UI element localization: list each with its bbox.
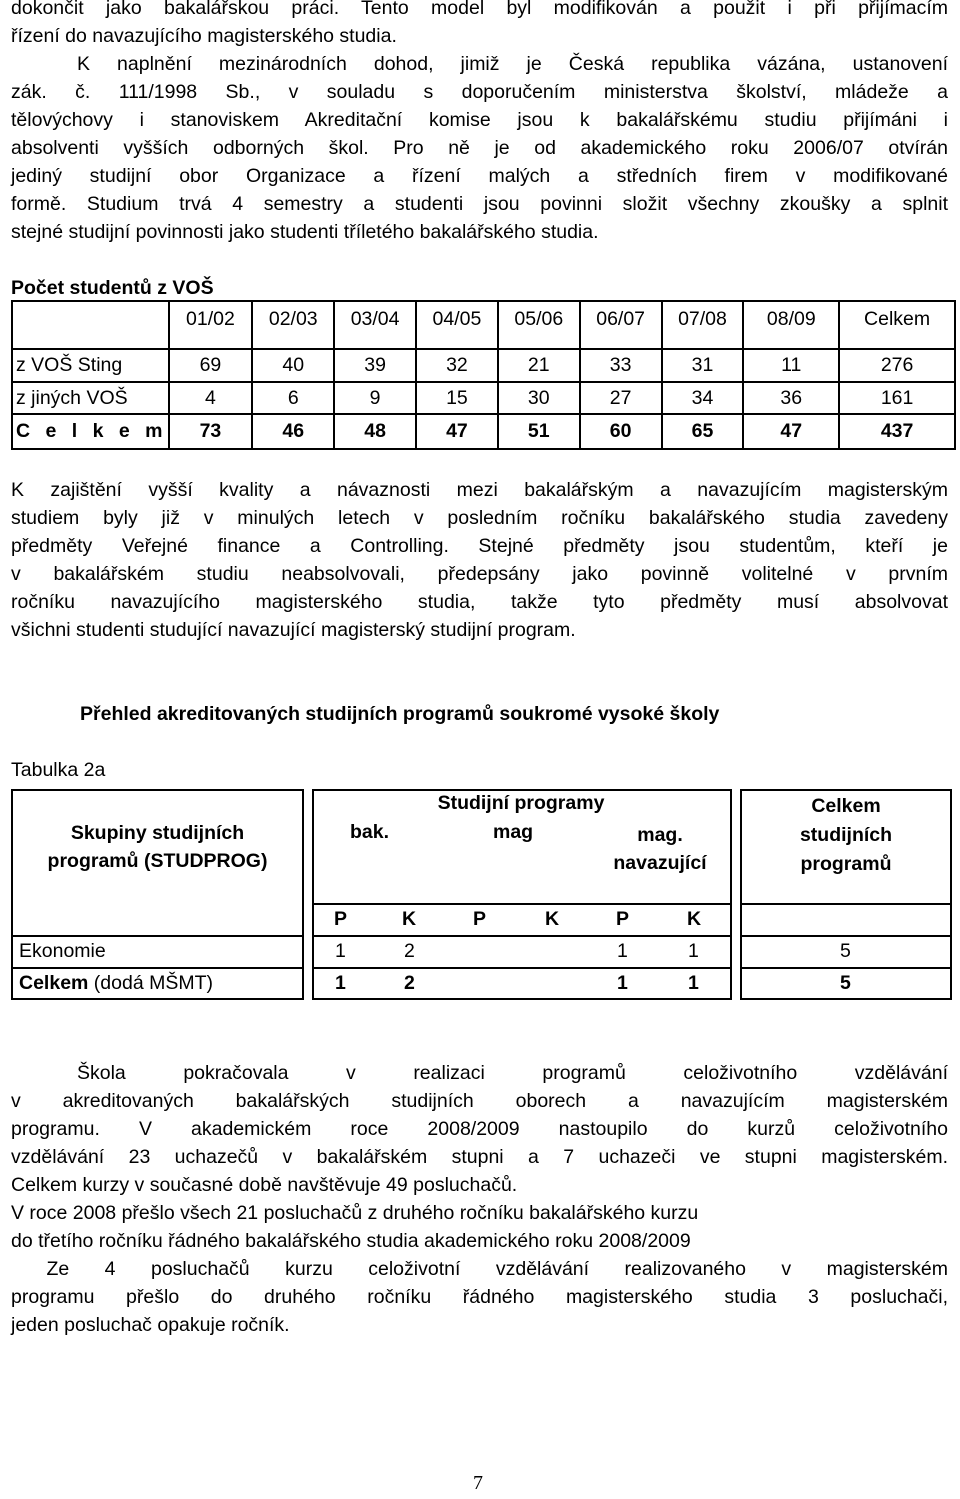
table-rule	[302, 789, 304, 1000]
row-label-bold: Celkem	[19, 972, 89, 994]
text-line: v bakalářském studiu neabsolvovali, předepsány jako povinně volitelné v prvním	[11, 563, 948, 585]
table-rule	[312, 789, 314, 1000]
table-rule	[740, 935, 952, 937]
text-line: zák. č. 111/1998 Sb., v souladu s doporučením ministerstva školství, mládeže a	[11, 81, 948, 103]
header-cell: 03/04	[334, 301, 416, 349]
pk-label: P	[616, 908, 630, 930]
group-header-line: programů (STUDPROG)	[47, 850, 268, 872]
table-cell: 5	[840, 972, 851, 994]
text-line: stejné studijní povinnosti jako studenti tříletého bakalářského studia.	[11, 221, 599, 243]
total-header-line: Celkem	[811, 795, 881, 817]
lifelong-paragraph	[11, 1059, 948, 1339]
total-header-line: studijních	[799, 824, 893, 846]
table-row	[12, 349, 955, 382]
text-line: dokončit jako bakalářskou práci. Tento model byl modifikován a použit i při přijímacím	[11, 0, 948, 19]
quality-paragraph	[11, 476, 948, 644]
table-cell: 1	[335, 972, 346, 994]
table-cell: 69	[169, 349, 253, 382]
table-row	[12, 382, 955, 414]
header-cell: 01/02	[169, 301, 253, 349]
total-header-line: programů	[800, 853, 892, 875]
table-cell: 1	[617, 940, 628, 962]
table-rule	[312, 903, 732, 905]
table-cell: 9	[334, 382, 416, 414]
table-rule	[740, 789, 952, 791]
programs-header: Studijní programy	[437, 792, 605, 814]
header-cell: 02/03	[252, 301, 334, 349]
table-cell: 21	[498, 349, 580, 382]
table-header-row	[12, 301, 955, 349]
table-cell: 39	[334, 349, 416, 382]
text-line: řízení do navazujícího magisterského studia.	[11, 25, 397, 47]
table-rule	[11, 935, 304, 937]
table-cell: 2	[404, 972, 415, 994]
table-cell: 31	[662, 349, 744, 382]
table-cell: 40	[252, 349, 334, 382]
total-header	[742, 792, 950, 879]
table-rule	[11, 998, 304, 1000]
text-line: programu. V akademickém roce 2008/2009 nastoupilo do kurzů celoživotního	[11, 1118, 948, 1140]
text-line: do třetího ročníku řádného bakalářského studia akademického roku 2008/2009	[11, 1230, 691, 1252]
table-rule	[312, 789, 732, 791]
text-line: tělovýchovy i stanoviskem Akreditační komise jsou k bakalářskému studiu přijímáni i	[11, 109, 948, 131]
header-cell-empty	[12, 301, 169, 349]
table-cell: 11	[743, 349, 839, 382]
group-header-line: Skupiny studijních	[70, 822, 245, 844]
table-cell: 33	[580, 349, 662, 382]
row-label: z VOŠ Sting	[12, 349, 169, 382]
text-line: vzdělávání 23 uchazečů v bakalářském stupni a 7 uchazeči ve stupni magisterském.	[11, 1146, 948, 1168]
table-cell: 73	[169, 414, 253, 449]
table-cell: 48	[334, 414, 416, 449]
header-cell: Celkem	[839, 301, 955, 349]
table-cell: 6	[252, 382, 334, 414]
text-line: Celkem kurzy v současné době navštěvuje 49 posluchačů.	[11, 1174, 518, 1196]
text-line: všichni studenti studující navazující magisterský studijní program.	[11, 619, 576, 641]
table-rule	[312, 935, 732, 937]
vos-students-table	[11, 300, 956, 450]
table-rule	[740, 903, 952, 905]
row-label: Ekonomie	[19, 940, 106, 962]
pk-label: K	[402, 908, 417, 930]
header-cell: 06/07	[580, 301, 662, 349]
table-cell: 51	[498, 414, 580, 449]
table-rule	[312, 998, 732, 1000]
table-rule	[740, 967, 952, 969]
header-cell: 08/09	[743, 301, 839, 349]
text-line: V roce 2008 přešlo všech 21 posluchačů z druhého ročníku bakalářského kurzu	[11, 1202, 699, 1224]
text-line: studiem byly již v minulých letech v posledním ročníku bakalářského studia zavedeny	[11, 507, 948, 529]
intro-paragraph	[11, 0, 948, 246]
table-cell: 47	[416, 414, 498, 449]
header-cell: 07/08	[662, 301, 744, 349]
table-cell: 47	[743, 414, 839, 449]
page-number: 7	[473, 1472, 483, 1494]
table-cell: 1	[617, 972, 628, 994]
col-mag-header: mag	[493, 821, 534, 843]
col-magnav-header	[590, 821, 730, 877]
table-cell: 1	[688, 940, 699, 962]
table-cell: 32	[416, 349, 498, 382]
text-line: v akreditovaných bakalářských studijních oborech a navazujícím magisterském	[11, 1090, 948, 1112]
table-cell: 15	[416, 382, 498, 414]
table-total-row	[12, 414, 955, 449]
table-cell: 27	[580, 382, 662, 414]
pk-label: P	[473, 908, 487, 930]
text-line: jeden posluchač opakuje ročník.	[11, 1314, 290, 1336]
text-line: Ze 4 posluchačů kurzu celoživotní vzdělávání realizovaného v magisterském	[11, 1258, 948, 1280]
table-cell: 30	[498, 382, 580, 414]
row-label: z jiných VOŠ	[12, 382, 169, 414]
accredited-heading: Přehled akreditovaných studijních programů soukromé vysoké školy	[80, 703, 720, 725]
row-label-rest: (dodá MŠMT)	[88, 972, 213, 994]
text-line: Škola pokračovala v realizaci programů celoživotního vzdělávání	[77, 1062, 948, 1084]
table-rule	[740, 998, 952, 1000]
text-line: K naplnění mezinárodních dohod, jimiž je Česká republika vázána, ustanovení	[77, 53, 948, 75]
group-header	[13, 819, 302, 875]
vos-table-title: Počet studentů z VOŠ	[11, 277, 214, 299]
header-cell: 04/05	[416, 301, 498, 349]
pk-label: P	[334, 908, 348, 930]
table-cell: 5	[840, 940, 851, 962]
col-magnav-line: navazující	[613, 852, 707, 874]
table-rule	[312, 967, 732, 969]
table-cell: 60	[580, 414, 662, 449]
table-rule	[730, 789, 732, 1000]
table-cell: 46	[252, 414, 334, 449]
table-rule	[11, 789, 304, 791]
table-cell: 161	[839, 382, 955, 414]
header-cell: 05/06	[498, 301, 580, 349]
text-line: jediný studijní obor Organizace a řízení malých a středních firem v modifikované	[11, 165, 948, 187]
text-line: programu přešlo do druhého ročníku řádného magisterského studia 3 posluchači,	[11, 1286, 948, 1308]
pk-label: K	[545, 908, 560, 930]
text-line: K zajištění vyšší kvality a návaznosti mezi bakalářským a navazujícím magisterským	[11, 479, 948, 501]
col-magnav-line: mag.	[637, 824, 683, 846]
table-cell: 276	[839, 349, 955, 382]
table-cell: 1	[335, 940, 346, 962]
pk-label: K	[687, 908, 702, 930]
text-line: absolventi vyšších odborných škol. Pro ně je od akademického roku 2006/07 otvírán	[11, 137, 948, 159]
table-rule	[950, 789, 952, 1000]
col-bak-header: bak.	[350, 821, 390, 843]
text-line: předměty Veřejné finance a Controlling. Stejné předměty jsou studentům, kteří je	[11, 535, 948, 557]
text-line: formě. Studium trvá 4 semestry a studenti jsou povinni složit všechny zkoušky a splnit	[11, 193, 948, 215]
table-cell: 2	[404, 940, 415, 962]
table-cell: 1	[688, 972, 699, 994]
table-cell: 65	[662, 414, 744, 449]
table-label: Tabulka 2a	[11, 759, 106, 781]
text-line: ročníku navazujícího magisterského studia, takže tyto předměty musí absolvovat	[11, 591, 948, 613]
row-label	[19, 972, 213, 995]
table-cell: 4	[169, 382, 253, 414]
table-cell: 36	[743, 382, 839, 414]
table-cell: 34	[662, 382, 744, 414]
row-label: C e l k e m	[12, 414, 169, 449]
table-rule	[11, 967, 304, 969]
table-cell: 437	[839, 414, 955, 449]
